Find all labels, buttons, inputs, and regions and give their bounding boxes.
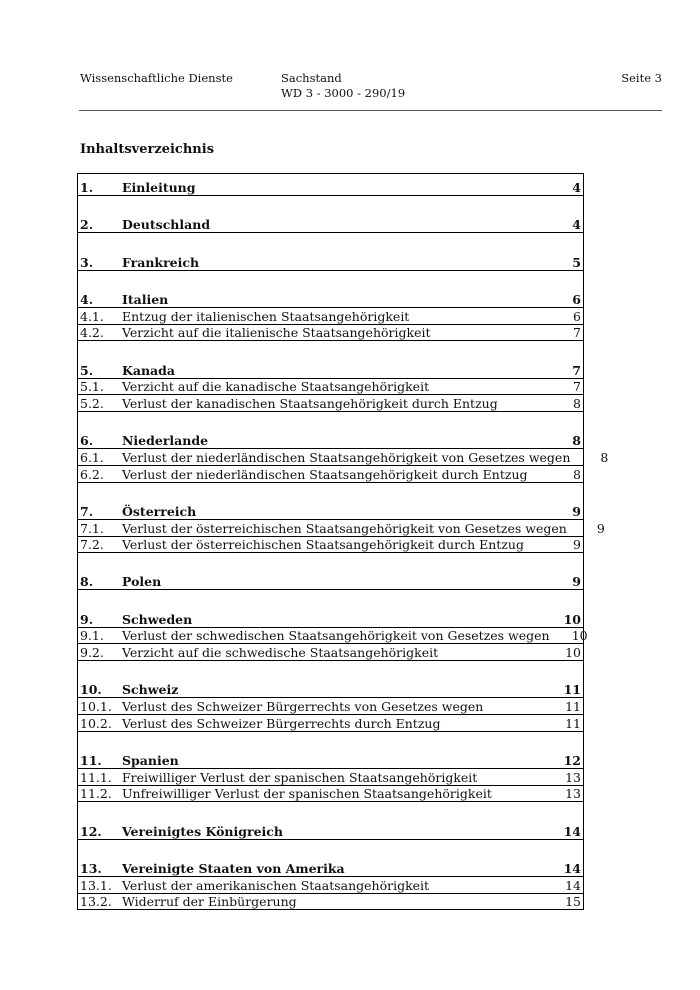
toc-subsection-row[interactable] <box>78 378 583 395</box>
toc-entry-page: 6 <box>572 292 581 308</box>
toc-section-row[interactable] <box>78 232 583 269</box>
toc-entry-page: 7 <box>573 325 581 341</box>
toc-entry-page: 11 <box>565 715 581 731</box>
toc-entry-number: 4.1. <box>80 308 104 324</box>
toc-entry-page: 8 <box>600 449 609 465</box>
toc-entry-number: 5.1. <box>80 379 104 395</box>
toc-entry-title: Verlust der kanadischen Staatsangehörigkeit durch Entzug <box>122 395 498 411</box>
toc-entry-number: 4. <box>80 292 94 308</box>
toc-entry-number: 5. <box>80 362 94 378</box>
toc-entry-number: 3. <box>80 254 94 270</box>
toc-entry-page: 15 <box>565 894 581 910</box>
toc-subsection-row[interactable] <box>78 768 583 785</box>
toc-entry-number: 13.2. <box>80 894 112 910</box>
header-divider <box>79 110 662 111</box>
toc-entry-page: 8 <box>572 433 581 449</box>
toc-entry-page: 14 <box>563 823 581 839</box>
toc-entry-page: 11 <box>565 699 581 715</box>
toc-entry-number: 9. <box>80 611 94 627</box>
toc-entry-number: 5.2. <box>80 395 104 411</box>
toc-entry-title: Kanada <box>122 362 175 378</box>
table-of-contents <box>77 173 609 910</box>
toc-entry-page: 12 <box>563 753 581 769</box>
toc-section-row[interactable] <box>78 589 583 626</box>
toc-subsection-row[interactable] <box>78 465 583 482</box>
toc-section-row[interactable] <box>78 839 583 876</box>
toc-entry-page: 10 <box>565 645 581 661</box>
toc-entry-number: 10.1. <box>80 699 112 715</box>
toc-title: Inhaltsverzeichnis <box>80 142 215 157</box>
toc-entry-title: Schweden <box>122 611 193 627</box>
toc-entry-page: 9 <box>573 537 581 553</box>
toc-entry-page: 10 <box>571 628 588 644</box>
toc-entry-page: 7 <box>573 379 581 395</box>
toc-entry-page: 5 <box>572 254 581 270</box>
toc-entry-page: 13 <box>565 786 581 802</box>
toc-entry-title: Entzug der italienischen Staatsangehörigkeit <box>122 308 410 324</box>
toc-entry-page: 8 <box>573 466 581 482</box>
toc-subsection-row[interactable] <box>78 448 609 465</box>
toc-entry-title: Verlust des Schweizer Bürgerrechts von Gesetzes wegen <box>122 699 484 715</box>
toc-entry-page: 4 <box>572 217 581 233</box>
toc-entry-title: Schweiz <box>122 682 179 698</box>
header-document-number: WD 3 - 3000 - 290/19 <box>281 86 406 100</box>
toc-subsection-row[interactable] <box>78 697 583 714</box>
toc-entry-title: Polen <box>122 574 162 590</box>
toc-entry-number: 6.1. <box>80 449 104 465</box>
toc-entry-number: 13.1. <box>80 877 112 893</box>
toc-subsection-row[interactable] <box>78 893 583 910</box>
toc-entry-number: 2. <box>80 217 94 233</box>
toc-section-row[interactable] <box>78 482 583 519</box>
toc-entry-number: 11.2. <box>80 786 112 802</box>
toc-entry-number: 4.2. <box>80 325 104 341</box>
toc-subsection-row[interactable] <box>78 876 583 893</box>
toc-entry-number: 8. <box>80 574 94 590</box>
header-document-info <box>281 71 405 101</box>
toc-entry-number: 9.1. <box>80 628 104 644</box>
toc-entry-number: 7. <box>80 503 94 519</box>
toc-entry-page: 14 <box>563 861 581 876</box>
toc-entry-title: Verlust der österreichischen Staatsangehörigkeit von Gesetzes wegen <box>122 520 567 536</box>
toc-entry-title: Verlust der niederländischen Staatsangehörigkeit von Gesetzes wegen <box>122 449 571 465</box>
toc-entry-title: Einleitung <box>122 180 196 195</box>
toc-section-row[interactable] <box>78 552 583 589</box>
toc-entry-page: 8 <box>573 395 581 411</box>
toc-subsection-row[interactable] <box>78 519 605 536</box>
header-department: Wissenschaftliche Dienste <box>80 71 233 85</box>
toc-entry-title: Deutschland <box>122 217 211 233</box>
toc-entry-title: Verzicht auf die italienische Staatsangehörigkeit <box>122 325 431 341</box>
toc-subsection-row[interactable] <box>78 536 583 553</box>
toc-entry-page: 14 <box>565 877 581 893</box>
toc-entry-number: 1. <box>80 180 94 195</box>
toc-entry-title: Unfreiwilliger Verlust der spanischen Staatsangehörigkeit <box>122 786 492 802</box>
toc-section-row[interactable] <box>78 411 583 448</box>
toc-entry-title: Widerruf der Einbürgerung <box>122 894 297 910</box>
toc-entry-number: 7.2. <box>80 537 104 553</box>
toc-subsection-row[interactable] <box>78 324 583 341</box>
toc-subsection-row[interactable] <box>78 627 588 644</box>
toc-entry-title: Frankreich <box>122 254 200 270</box>
toc-entry-title: Verlust des Schweizer Bürgerrechts durch Entzug <box>122 715 441 731</box>
toc-entry-number: 13. <box>80 861 102 876</box>
toc-entry-number: 10.2. <box>80 715 112 731</box>
toc-section-row[interactable] <box>78 731 583 768</box>
toc-entry-title: Verlust der niederländischen Staatsangehörigkeit durch Entzug <box>122 466 528 482</box>
toc-entry-page: 11 <box>563 682 581 698</box>
toc-entry-title: Freiwilliger Verlust der spanischen Staatsangehörigkeit <box>122 769 478 785</box>
toc-entry-page: 4 <box>572 180 581 195</box>
toc-section-row[interactable] <box>78 270 583 307</box>
toc-entry-number: 10. <box>80 682 102 698</box>
toc-entry-number: 6. <box>80 433 94 449</box>
toc-entry-number: 9.2. <box>80 645 104 661</box>
toc-entry-number: 12. <box>80 823 102 839</box>
toc-entry-page: 9 <box>572 503 581 519</box>
toc-entry-number: 11.1. <box>80 769 112 785</box>
toc-entry-page: 7 <box>572 362 581 378</box>
toc-entry-title: Verzicht auf die kanadische Staatsangehörigkeit <box>122 379 430 395</box>
header-document-type: Sachstand <box>281 71 342 85</box>
toc-entry-title: Verzicht auf die schwedische Staatsangehörigkeit <box>122 645 439 661</box>
toc-entry-title: Spanien <box>122 753 179 769</box>
toc-entry-title: Niederlande <box>122 433 209 449</box>
toc-entry-number: 6.2. <box>80 466 104 482</box>
toc-entry-title: Verlust der österreichischen Staatsangehörigkeit durch Entzug <box>122 537 524 553</box>
toc-entry-page: 13 <box>565 769 581 785</box>
toc-entry-number: 7.1. <box>80 520 104 536</box>
toc-subsection-row[interactable] <box>78 307 583 324</box>
toc-entry-page: 6 <box>573 308 581 324</box>
toc-section-row[interactable] <box>78 340 583 377</box>
toc-section-row[interactable] <box>78 660 583 697</box>
toc-entry-page: 10 <box>563 611 581 627</box>
toc-section-row[interactable] <box>78 173 583 195</box>
toc-section-row[interactable] <box>78 801 583 838</box>
toc-entry-title: Vereinigte Staaten von Amerika <box>122 861 345 876</box>
toc-entry-number: 11. <box>80 753 102 769</box>
toc-entry-page: 9 <box>596 520 605 536</box>
toc-entry-title: Vereinigtes Königreich <box>122 823 283 839</box>
toc-entry-title: Verlust der amerikanischen Staatsangehörigkeit <box>122 877 430 893</box>
toc-entry-title: Italien <box>122 292 169 308</box>
toc-entry-title: Verlust der schwedischen Staatsangehörigkeit von Gesetzes wegen <box>122 628 550 644</box>
toc-subsection-row[interactable] <box>78 785 583 802</box>
toc-subsection-row[interactable] <box>78 714 583 731</box>
toc-subsection-row[interactable] <box>78 394 583 411</box>
header-page-number: Seite 3 <box>621 71 662 85</box>
toc-subsection-row[interactable] <box>78 643 583 660</box>
toc-entry-title: Österreich <box>122 503 197 519</box>
toc-entry-page: 9 <box>572 574 581 590</box>
toc-section-row[interactable] <box>78 195 583 232</box>
